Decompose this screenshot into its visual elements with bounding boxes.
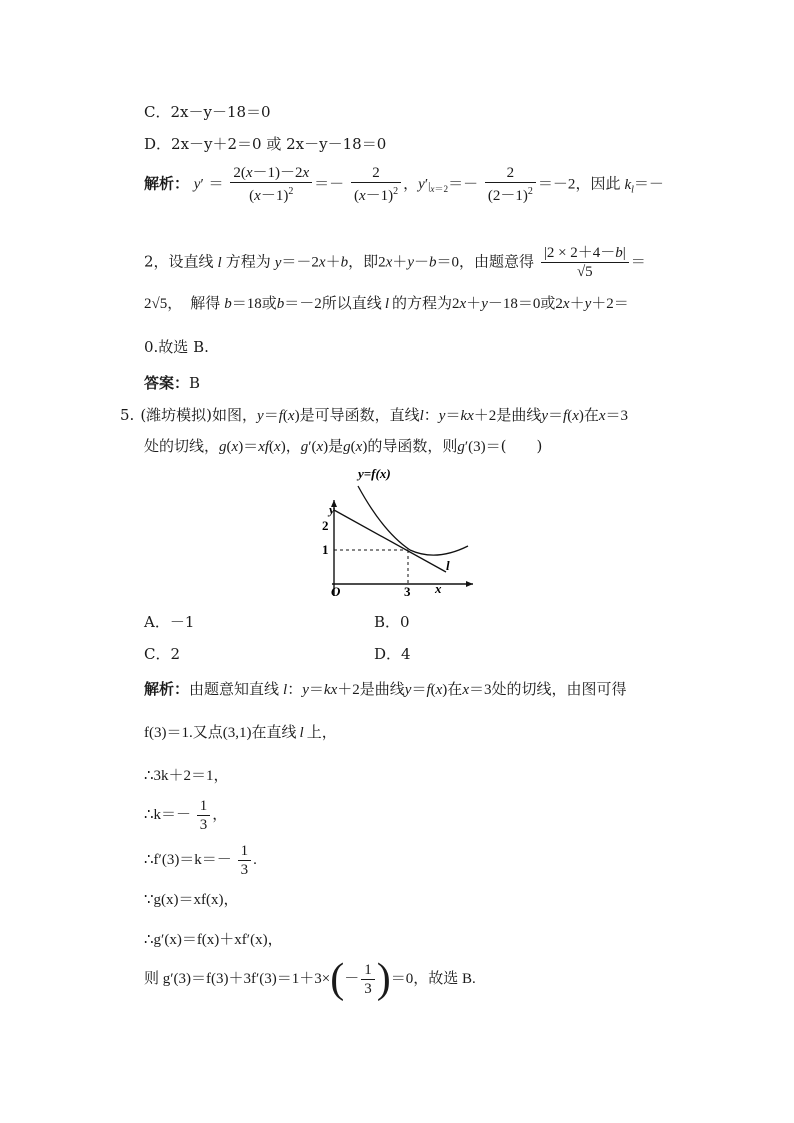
option-a: A．－1 xyxy=(144,613,195,631)
x-axis-arrow xyxy=(466,581,473,587)
derivative-fraction-3: $\frac{2}{(2-1)^2}$ xyxy=(485,164,536,205)
option-c-q5: C．2 xyxy=(144,645,181,663)
tick-y2: 2 xyxy=(322,518,329,533)
derivative-fraction-2: $\frac{2}{(x-1)^2}$ xyxy=(351,164,401,205)
tangent-figure xyxy=(318,462,478,602)
option-d: D．2x－y＋2＝0 或 2x－y－18＝0 xyxy=(144,135,387,153)
option-d-q5: D．4 xyxy=(374,645,411,663)
question-source: (潍坊模拟) xyxy=(140,406,213,424)
solution5-step6: 则 g′(3)＝f(3)＋3f′(3)＝1＋3×(－ $\frac{1}{3}$ )＝0，故选 B. xyxy=(144,956,476,1002)
prev-solution-line1: 解析： y′ ＝ $\frac{2(x-1)-2x}{(x-1)^2}$ ＝－ $\frac{2}{(x-1)^2}$ ，$y'|_{x=2}=-$ $\frac{2}{(2-1)^2}$ ＝－2，因此 $k_l=-$ xyxy=(144,165,664,204)
answer-value: B xyxy=(189,374,201,392)
prev-solution-line2: 2，设直线 l 方程为 y＝－2x＋b，即2x＋y－b＝0，由题意得 $\frac{|2 \times 2+4-b|}{√5}$ ＝ xyxy=(144,245,646,280)
derivative-fraction: $\frac{2(x-1)-2x}{(x-1)^2}$ xyxy=(230,164,312,205)
solution5-label: 解析： xyxy=(144,680,190,698)
y-axis-label: y xyxy=(329,502,335,517)
question-number: 5. xyxy=(120,406,135,424)
x-axis-label: x xyxy=(435,581,442,596)
curve-f xyxy=(358,486,468,555)
curve-label: y=f(x) xyxy=(358,466,391,481)
option-c: C．2x－y－18＝0 xyxy=(144,103,271,121)
tick-y1: 1 xyxy=(322,542,329,557)
solution5-step4: ∵g(x)＝xf(x)， xyxy=(144,892,239,908)
tick-x3: 3 xyxy=(404,584,411,599)
question5-line1: 5. (潍坊模拟)如图，y＝f(x)是可导函数，直线l：y＝kx＋2是曲线y＝f(x)在x＝3 xyxy=(120,406,629,424)
answer-line xyxy=(144,373,200,393)
fraction-one-third: $\frac{1}{3}$ xyxy=(197,797,211,834)
prev-solution-line4: 0.故选 B. xyxy=(144,338,209,356)
distance-fraction: $\frac{|2 \times 2+4-b|}{√5}$ xyxy=(541,244,629,281)
line-l-label: l xyxy=(446,558,450,573)
solution5-step1: ∴3k＋2＝1， xyxy=(144,768,229,784)
prev-solution-line3: 2√5， 解得 b＝18或b＝－2所以直线 l 的方程为2x＋y－18＝0或2x＋y＋2＝ xyxy=(144,294,629,312)
solution5-step3: ∴f′(3)＝k＝－ $\frac{1}{3}$ . xyxy=(144,843,257,878)
fraction-neg-one-third: $\frac{1}{3}$ xyxy=(361,961,375,998)
solution-label: 解析： xyxy=(144,174,190,193)
fraction-one-third-2: $\frac{1}{3}$ xyxy=(238,842,252,879)
tangent-line-l xyxy=(334,510,446,572)
solution5-step2: ∴k＝－ $\frac{1}{3}$ ， xyxy=(144,798,228,833)
origin-label: O xyxy=(331,584,341,599)
option-b: B．0 xyxy=(374,613,410,631)
solution5-line2: f(3)＝1.又点(3,1)在直线 l 上， xyxy=(144,723,337,741)
solution5-line1: 解析：由题意知直线 l：y＝kx＋2是曲线y＝f(x)在x＝3处的切线，由图可得 xyxy=(144,680,627,698)
question5-line2: 处的切线，g(x)＝xf(x)，g′(x)是g(x)的导函数，则g′(3)＝( ) xyxy=(144,437,543,455)
solution5-step5: ∴g′(x)＝f(x)＋xf′(x)， xyxy=(144,932,283,948)
answer-label: 答案： xyxy=(144,374,190,392)
